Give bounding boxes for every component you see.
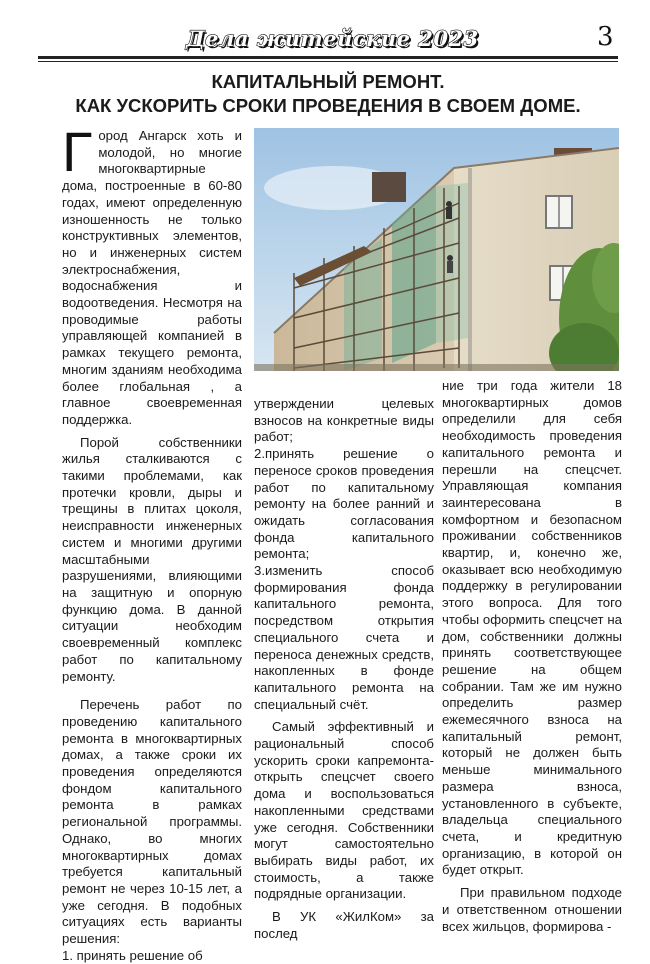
article-column-2 bbox=[254, 396, 434, 943]
paragraph-zhilkom-start: В УК «ЖилКом» за послед bbox=[254, 909, 434, 941]
header-rule-thick bbox=[38, 56, 618, 59]
paragraph-option-1-end: утверждении целевых взносов на конкретные виды работ; bbox=[254, 396, 434, 445]
paragraph-option-3: 3.изменить способ формирования фонда капитального ремонта, посредством открытия специального счета и переноса денежных средств, накопленных в фонде капитального ремонта на специальный счёт. bbox=[254, 563, 434, 712]
headline-line-2: КАК УСКОРИТЬ СРОКИ ПРОВЕДЕНИЯ В СВОЕМ ДОМЕ. bbox=[75, 95, 581, 116]
paragraph-option-2: 2.принять решение о переносе сроков проведения работ по капитальному ремонту на более ранний и ожидать согласования фонда капитального ремонта; bbox=[254, 446, 434, 562]
header-rule-thin bbox=[38, 61, 618, 62]
article-column-1 bbox=[62, 120, 242, 964]
masthead bbox=[0, 0, 650, 70]
paragraph-intro: ород Ангарск хоть и молодой, но многие многоквартирные дома, построенные в 60-80 годах, имеют определенную изношенность не только конструктивных элементов, но и инженерных систем электроснабжения, водоснабжения и водоотведения. Несмотря на проводимые работы управляющей компанией в рамках текущего ремонта, многим зданиям необходима более глобальная , а главное своевременная поддержка. bbox=[62, 128, 242, 427]
paragraph-option-1-start: 1. принять решение об bbox=[62, 947, 203, 963]
paragraph-special-account: Самый эффективный и рациональный способ ускорить сроки капремонта- открыть спецсчет своего дома и воспользоваться накопленными средствами уже сегодня. Собственники могут самостоятельно выбирать виды работ, их стоимость, а также подрядные организации. bbox=[254, 719, 434, 902]
building-renovation-photo bbox=[254, 128, 619, 371]
headline-line-1: КАПИТАЛЬНЫЙ РЕМОНТ. bbox=[211, 71, 445, 92]
paragraph-problems: Порой собственники жилья сталкиваются с такими проблемами, как протечки кровли, дыры и трещины в плитах цоколя, неисправности инженерных систем и многими другими масштабными разрушениями, влияющими на защитную и опорную функцию дома. В данной ситуации необходим своевременный комплекс работ по капитальному ремонту. bbox=[62, 434, 242, 684]
article-headline bbox=[60, 70, 596, 118]
page-number: 3 bbox=[597, 22, 614, 52]
paragraph-conclusion: При правильном подходе и ответственном отношении всех жильцов, формирова - bbox=[442, 885, 622, 934]
paragraph-zhilkom-end: ние три года жители 18 многоквартирных домов определили для себя необходимость проведения капитального ремонта и перешли на спецсчет. Управляющая компания заинтересована в комфортном и безопасном проживании собственников квартир, и, конечно же, оказывает всю необходимую поддержку в регулировании этого вопроса. Для того чтобы оформить спецсчет на дом, собственники должны принять соответствующее решение на общем собрании. Там же им нужно определить размер ежемесячного взноса на капитальный ремонт, который не должен быть меньше минимального размера взноса, установленного в субъекте, владельца специального счета, и кредитную организацию, в которой он будет открыт. bbox=[442, 378, 622, 878]
newspaper-title: Дела житейские 2023 bbox=[186, 26, 479, 51]
paragraph-program: Перечень работ по проведению капитального ремонта в многоквартирных домах, а также сроки их проведения определяются фондом капитального ремонта в рамках региональной программы. Однако, во многих многоквартирных домах требуется капитальный ремонт не через 10-15 лет, а уже сегодня. В подобных ситуациях есть варианты решения: bbox=[62, 697, 242, 947]
article-column-3 bbox=[442, 378, 622, 935]
drop-cap: Г bbox=[62, 120, 93, 183]
